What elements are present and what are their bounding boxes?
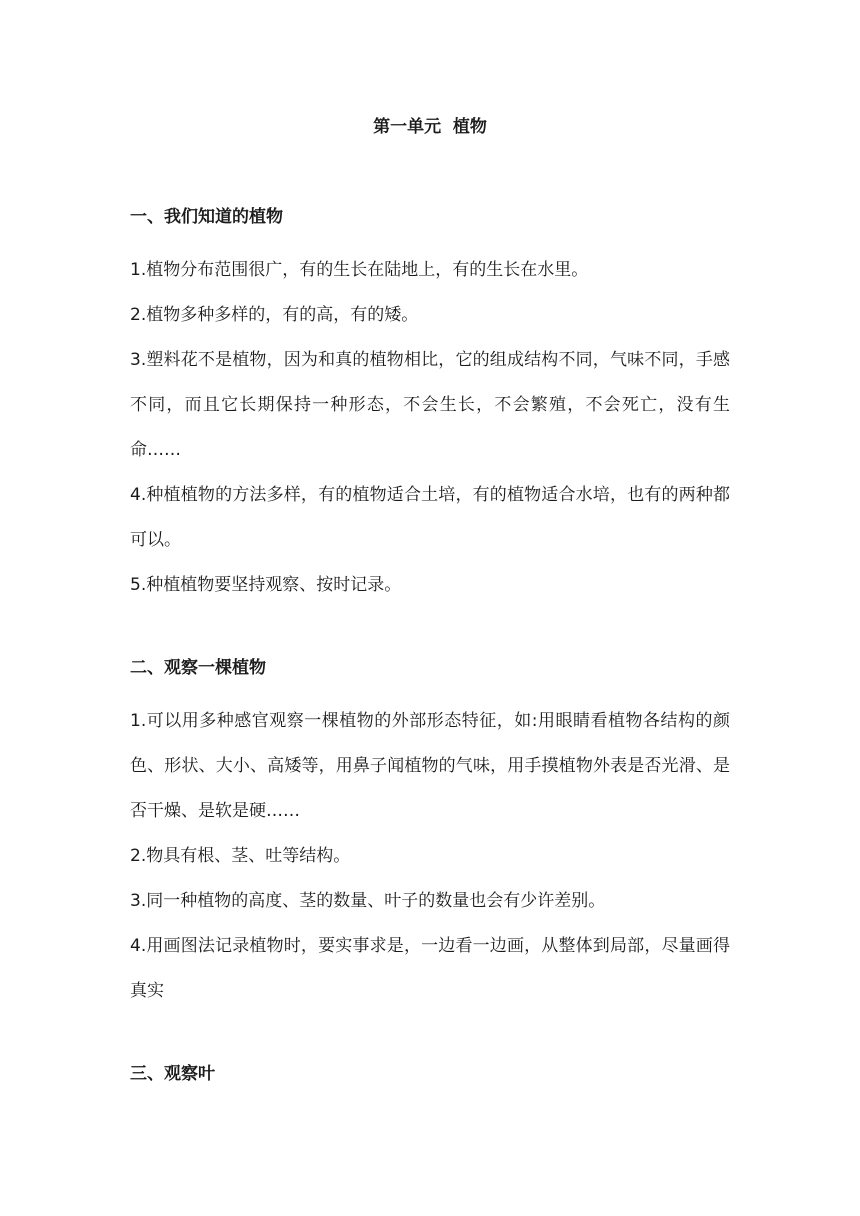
list-item: 5.种植植物要坚持观察、按时记录。: [130, 575, 402, 595]
list-item: 2.植物多种多样的，有的高，有的矮。: [130, 305, 419, 325]
list-item: 1.可以用多种感官观察一棵植物的外部形态特征，如:用眼睛看植物各结构的颜色、形状、大小、高矮等，用鼻子闻植物的气味，用手摸植物外表是否光滑、是否干燥、是软是硬……: [130, 711, 730, 821]
list-item: 4.用画图法记录植物时，要实事求是，一边看一边画，从整体到局部，尽量画得真实: [130, 936, 730, 1001]
section-items: [130, 699, 730, 1014]
section-heading: 一、我们知道的植物: [130, 207, 283, 227]
section-items: [130, 248, 730, 608]
list-item: 3.同一种植物的高度、茎的数量、叶子的数量也会有少许差别。: [130, 891, 606, 911]
section-heading: 三、观察叶: [130, 1064, 215, 1084]
list-item: 2.物具有根、茎、吐等结构。: [130, 846, 351, 866]
list-item: 4.种植植物的方法多样，有的植物适合土培，有的植物适合水培，也有的两种都可以。: [130, 485, 730, 550]
list-item: 3.塑料花不是植物，因为和真的植物相比，它的组成结构不同，气味不同，手感不同，而且它长期保持一种形态，不会生长，不会繁殖，不会死亡，没有生命……: [130, 350, 730, 460]
section-observe-leaves: [130, 1060, 730, 1088]
section-heading: 二、观察一棵植物: [130, 658, 266, 678]
document-title: 第一单元 植物: [373, 117, 487, 137]
section-observe-a-plant: [130, 654, 730, 1014]
section-plants-we-know: [130, 203, 730, 608]
list-item: 1.植物分布范围很广，有的生长在陆地上，有的生长在水里。: [130, 260, 589, 280]
